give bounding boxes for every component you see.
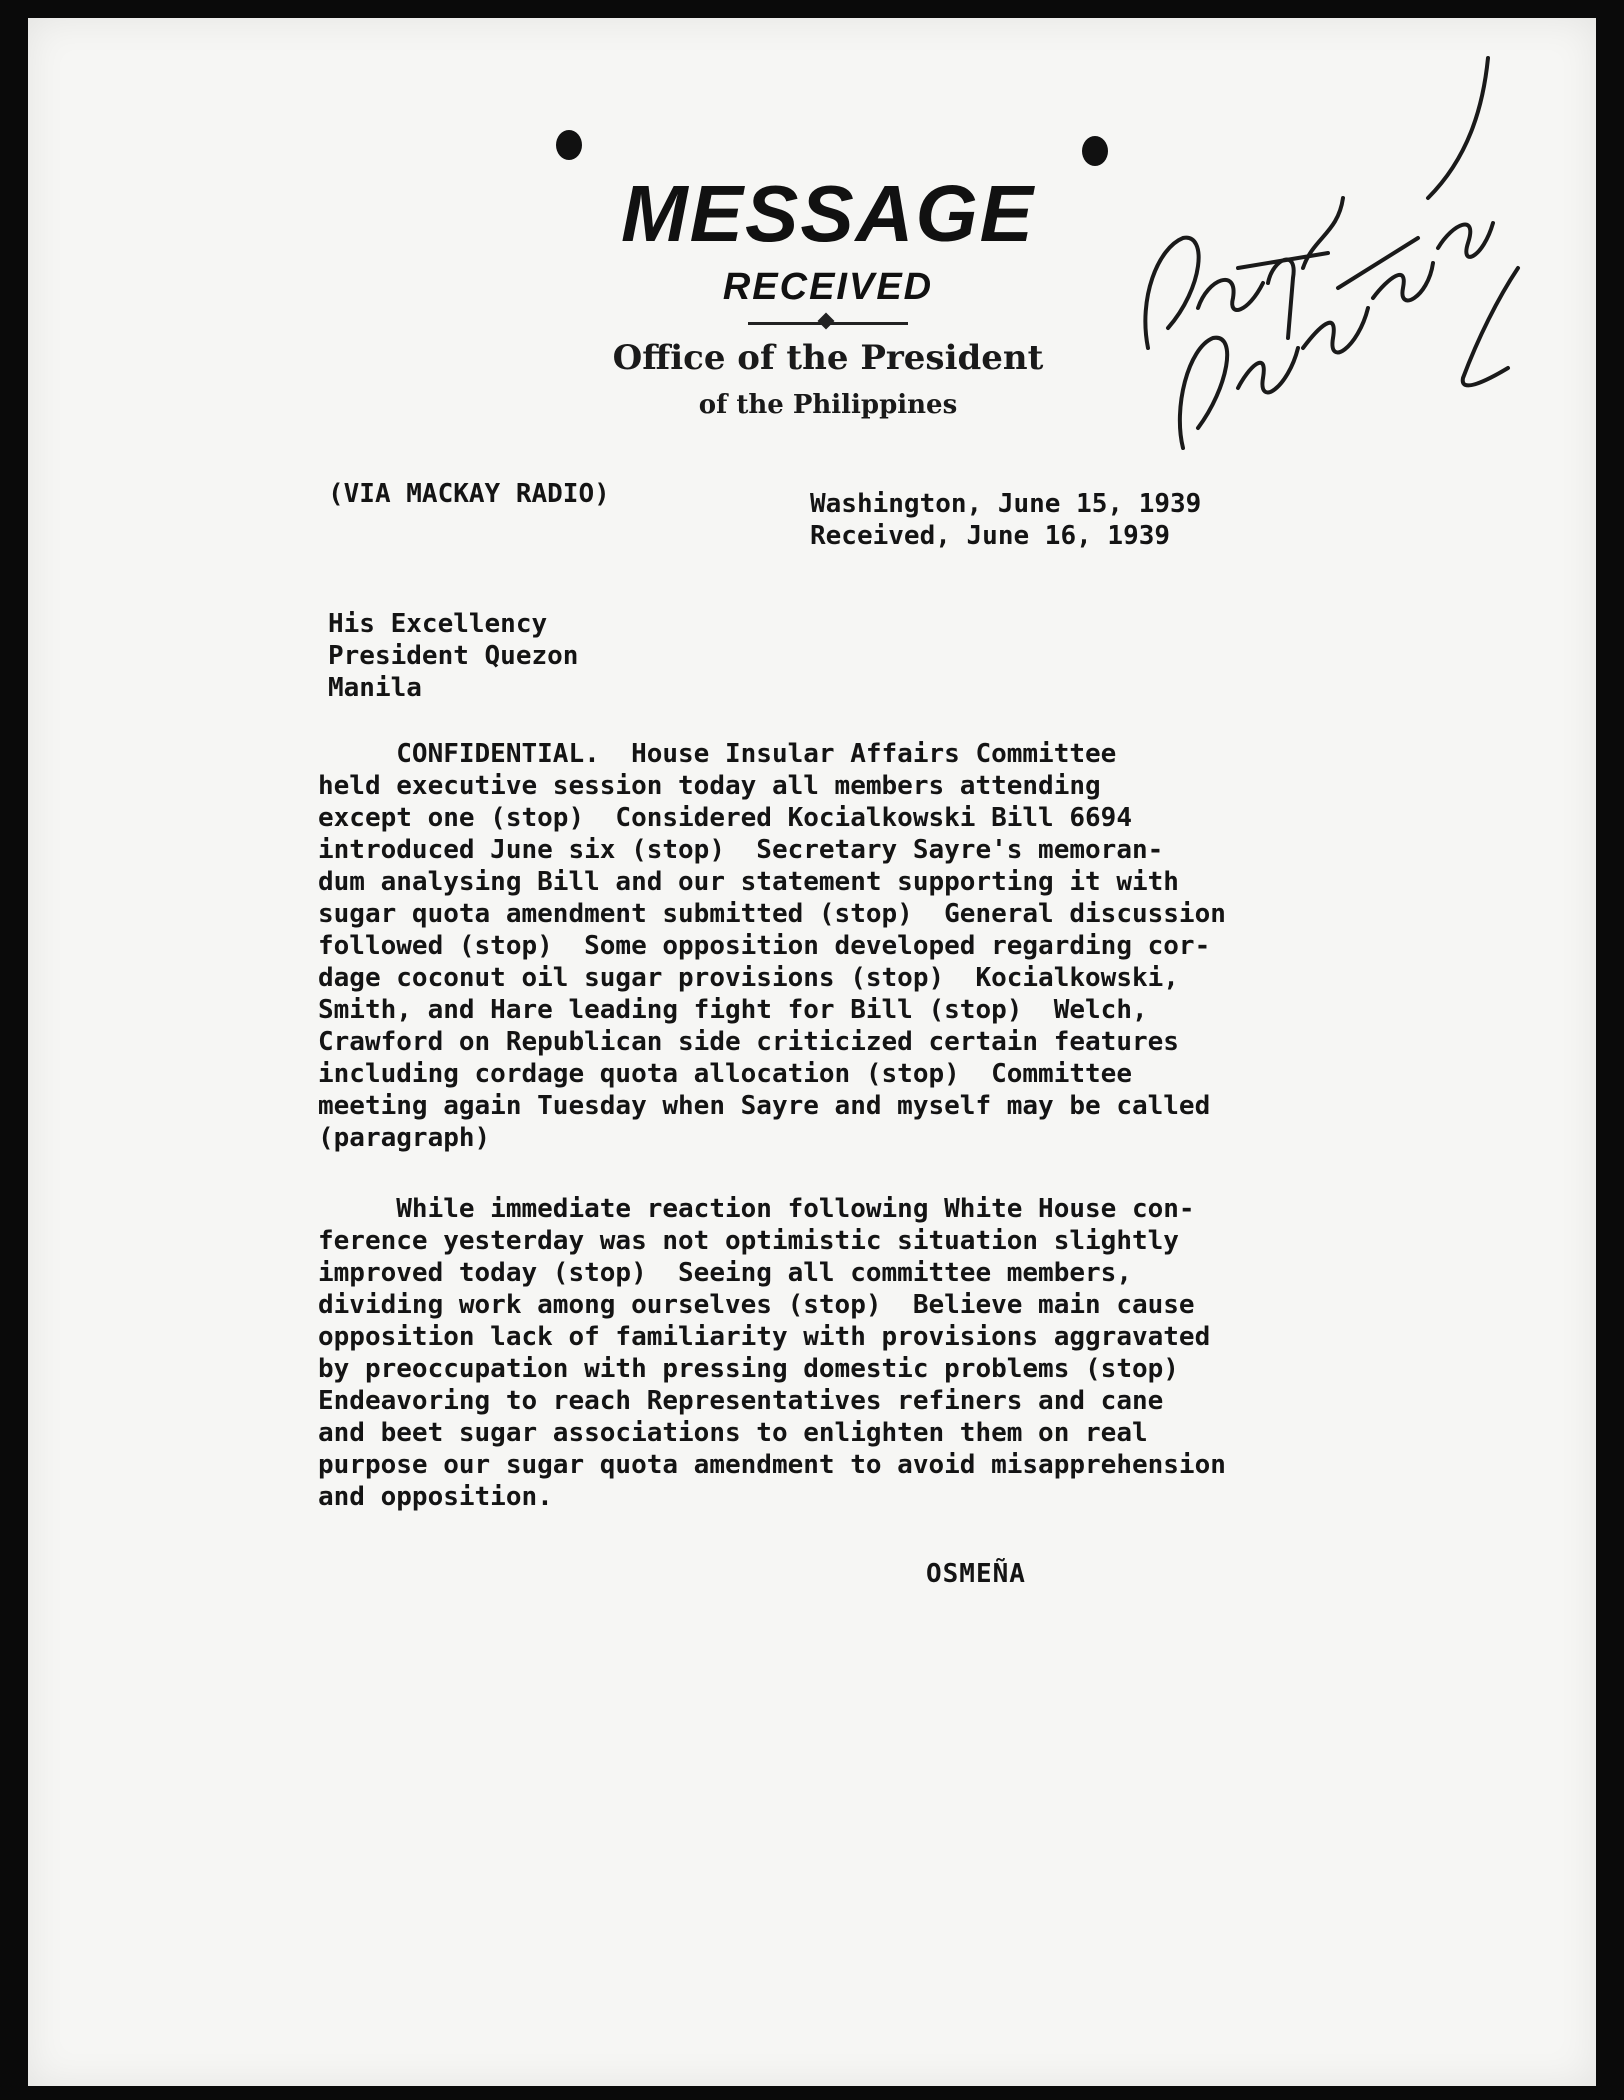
body-paragraph-1: [318, 738, 1226, 1154]
addressee-block: [328, 608, 578, 704]
signature: OSMEÑA: [926, 1559, 1026, 1589]
handwritten-annotation: [1088, 48, 1538, 468]
body-line: Crawford on Republican side criticized certain features: [318, 1027, 1179, 1057]
body-line: dum analysing Bill and our statement supporting it with: [318, 867, 1179, 897]
letterhead-country: of the Philippines: [698, 390, 958, 420]
body-line: and beet sugar associations to enlighten them on real: [318, 1418, 1148, 1448]
body-line: purpose our sugar quota amendment to avoid misapprehension: [318, 1450, 1226, 1480]
addressee-line: His Excellency: [328, 609, 548, 639]
body-line: introduced June six (stop) Secretary Sayre's memoran-: [318, 835, 1164, 865]
body-line: improved today (stop) Seeing all committee members,: [318, 1258, 1132, 1288]
addressee-line: President Quezon: [328, 641, 579, 671]
body-line: by preoccupation with pressing domestic problems (stop): [318, 1354, 1179, 1384]
body-line: Endeavoring to reach Representatives refiners and cane: [318, 1386, 1164, 1416]
dateline: [810, 488, 1201, 552]
body-line: sugar quota amendment submitted (stop) General discussion: [318, 899, 1226, 929]
body-line: followed (stop) Some opposition developed regarding cor-: [318, 931, 1211, 961]
letterhead-office: Office of the President: [612, 338, 1044, 378]
body-line: dage coconut oil sugar provisions (stop) Kocialkowski,: [318, 963, 1179, 993]
dateline-received: Received, June 16, 1939: [810, 521, 1171, 551]
addressee-line: Manila: [328, 673, 422, 703]
body-line: meeting again Tuesday when Sayre and myself may be called: [318, 1091, 1211, 1121]
transmission-method: (VIA MACKAY RADIO): [328, 479, 610, 509]
punch-hole: [556, 130, 582, 160]
body-line: CONFIDENTIAL. House Insular Affairs Committee: [318, 739, 1117, 769]
body-line: Smith, and Hare leading fight for Bill (stop) Welch,: [318, 995, 1148, 1025]
body-line: opposition lack of familiarity with provisions aggravated: [318, 1322, 1211, 1352]
letterhead-ornament: [818, 313, 835, 330]
body-line: and opposition.: [318, 1482, 553, 1512]
body-line: ference yesterday was not optimistic situation slightly: [318, 1226, 1179, 1256]
letterhead-title: MESSAGE: [620, 169, 1036, 258]
body-paragraph-2: [318, 1193, 1226, 1513]
body-line: dividing work among ourselves (stop) Believe main cause: [318, 1290, 1195, 1320]
document-page: [28, 18, 1596, 2086]
body-line: including cordage quota allocation (stop) Committee: [318, 1059, 1132, 1089]
body-line: held executive session today all members attending: [318, 771, 1101, 801]
body-line: except one (stop) Considered Kocialkowski Bill 6694: [318, 803, 1132, 833]
letterhead-subtitle: RECEIVED: [722, 266, 934, 308]
dateline-sent: Washington, June 15, 1939: [810, 489, 1202, 519]
body-line: (paragraph): [318, 1123, 491, 1153]
body-line: While immediate reaction following White House con-: [318, 1194, 1195, 1224]
